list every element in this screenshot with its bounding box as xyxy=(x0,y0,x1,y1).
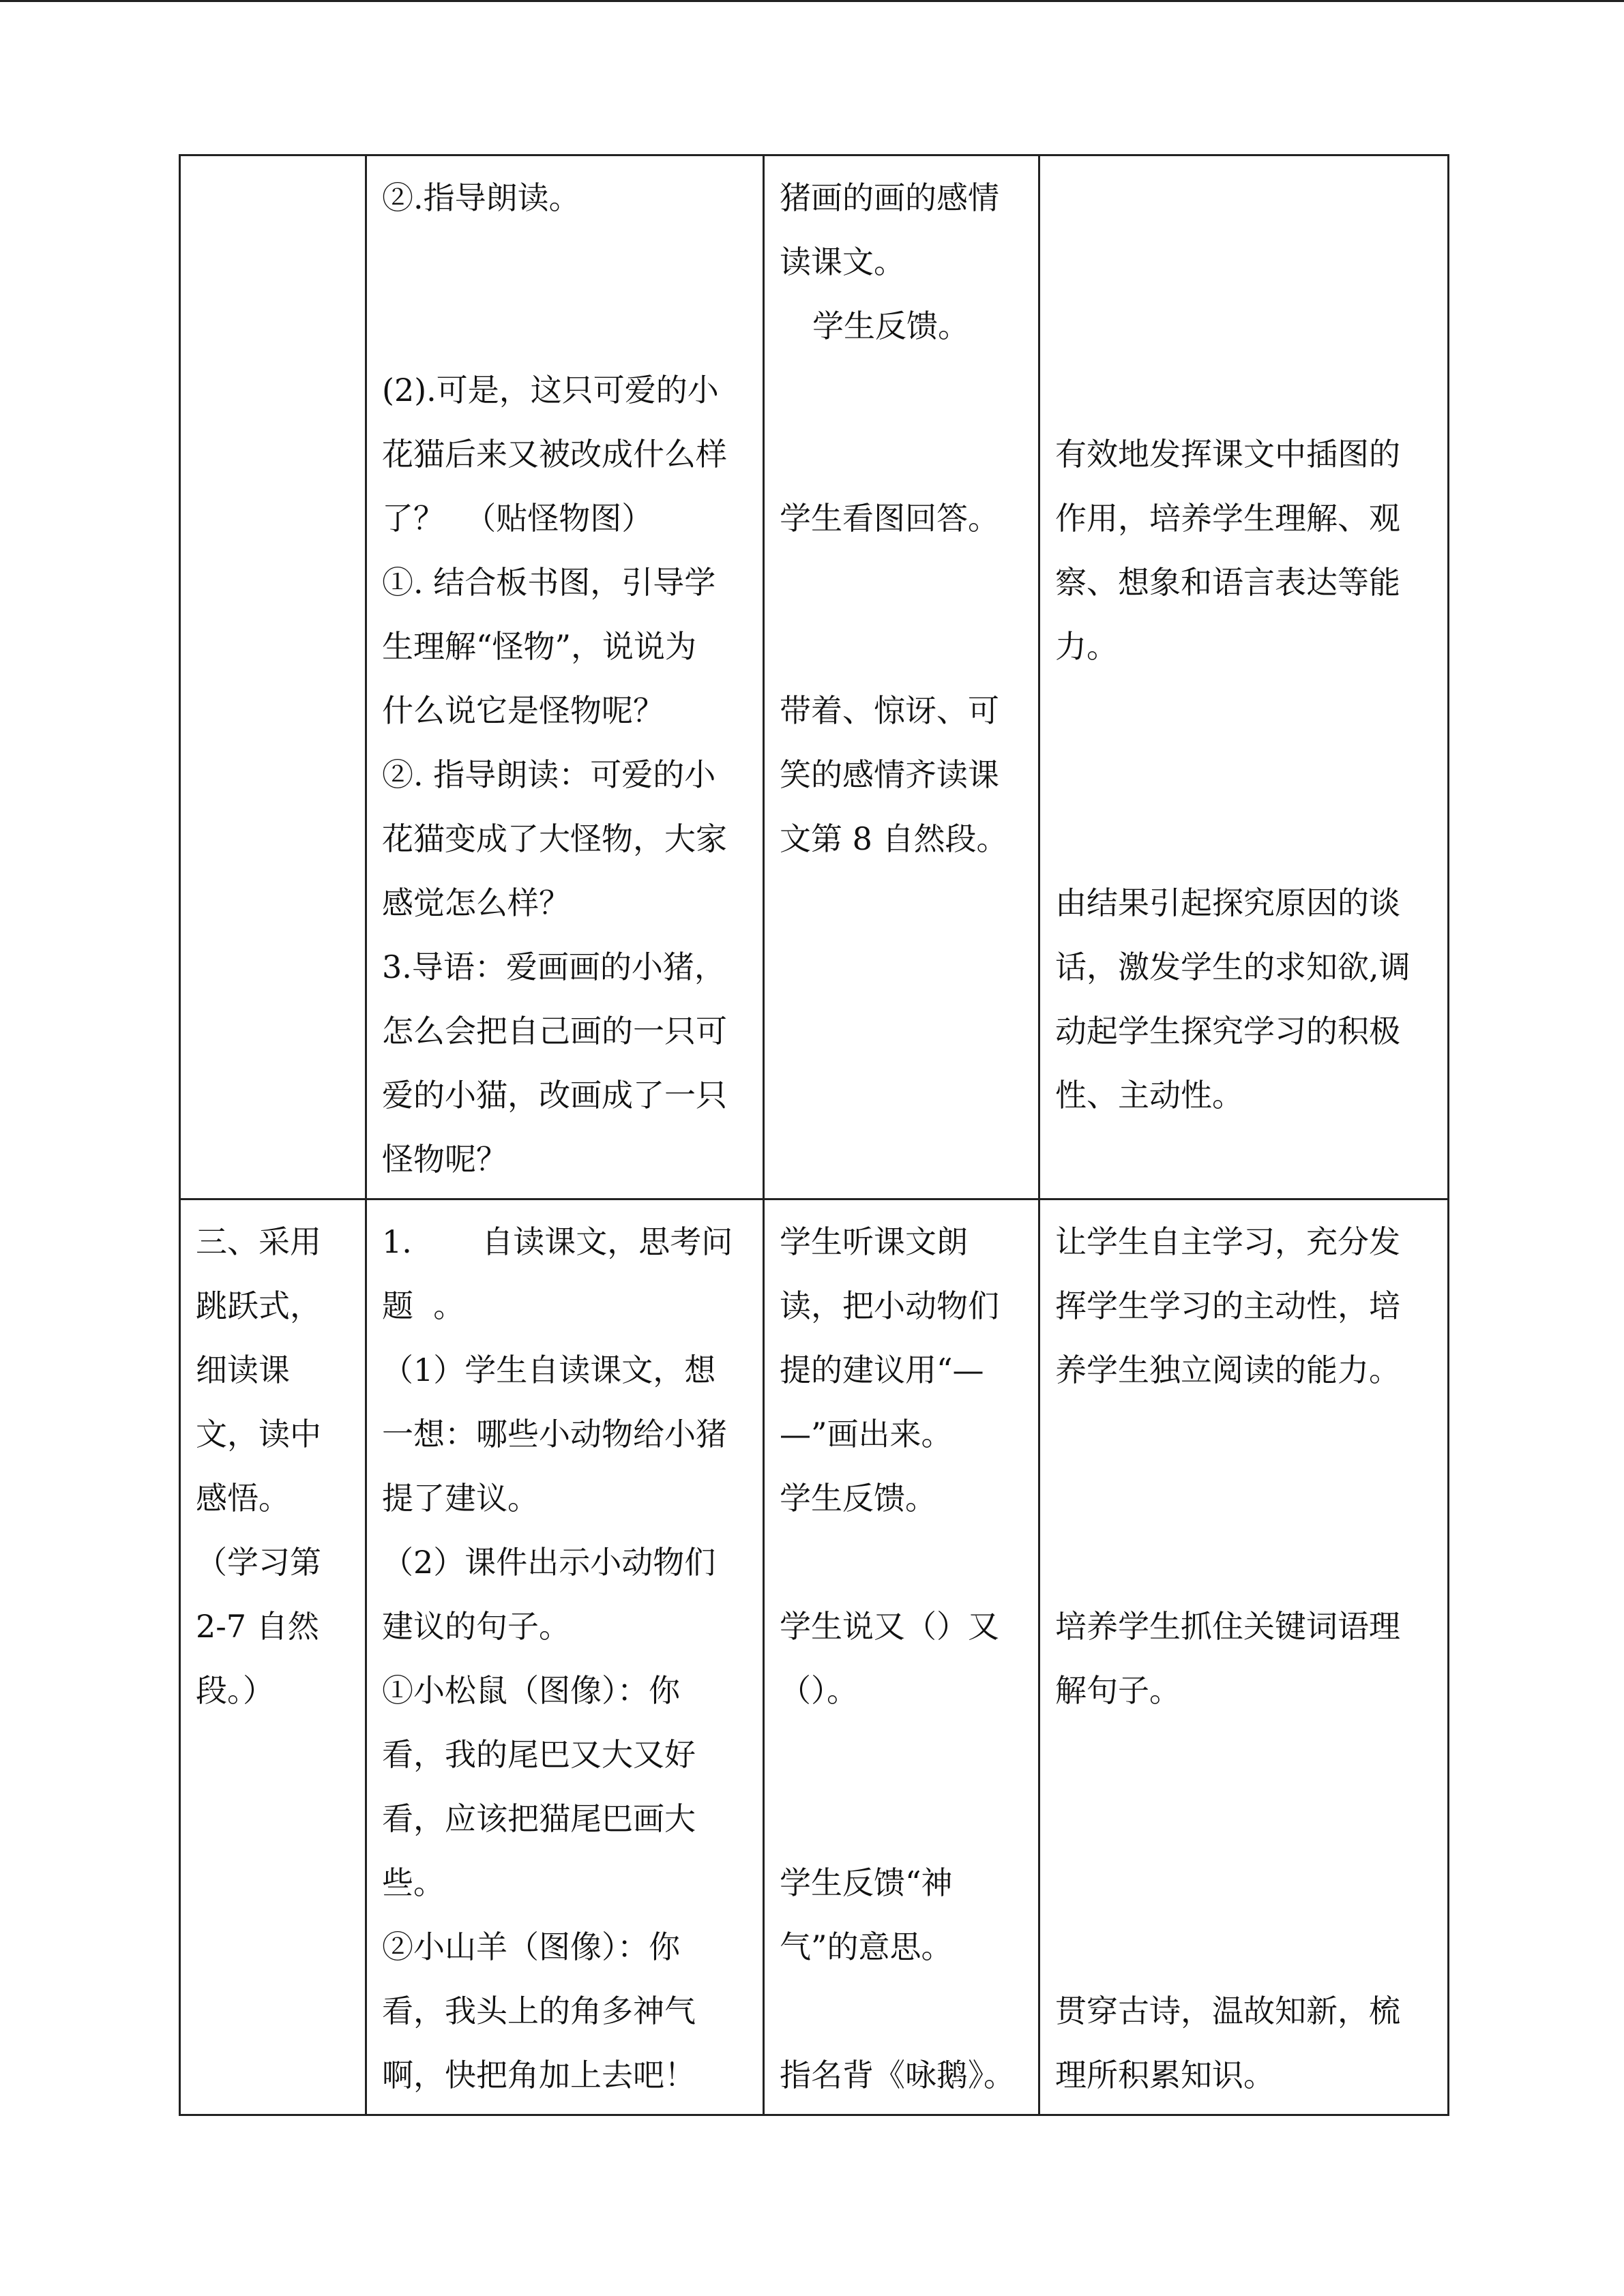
cell-text-line: 学生看图回答。 xyxy=(780,500,999,537)
cell-text-line: 看，我的尾巴又大又好 xyxy=(382,1736,696,1773)
cell-text-line: 啊，快把角加上去吧！ xyxy=(382,2057,696,2093)
cell-text-line: 理所积累知识。 xyxy=(1055,2057,1275,2093)
cell-text-line: 由结果引起探究原因的谈 xyxy=(1055,884,1400,921)
cell-text-line: 培养学生抓住关键词语理 xyxy=(1055,1608,1400,1645)
cell-text-line: 文，读中 xyxy=(196,1416,321,1452)
cell-text-line: 作用，培养学生理解、观 xyxy=(1055,500,1400,537)
cell-text-line: 细读课 xyxy=(196,1352,290,1388)
cell-text-line: 怪物呢？ xyxy=(382,1141,507,1178)
cell-text-line: 指名背《咏鹅》。 xyxy=(780,2057,1015,2093)
table-row xyxy=(180,155,1449,1199)
blank-line xyxy=(1055,679,1434,743)
cell-text-line: 读，把小动物们 xyxy=(780,1287,999,1324)
cell-text-line: 力。 xyxy=(1055,628,1118,665)
cell-text-line: 一想：哪些小动物给小猪 xyxy=(382,1416,727,1452)
cell-text-line: 提了建议。 xyxy=(382,1480,539,1517)
blank-line xyxy=(1055,294,1434,358)
cell-text-line: 有效地发挥课文中插图的 xyxy=(1055,436,1400,473)
cell-text-line: 带着、惊讶、可 xyxy=(780,692,999,729)
cell-text-line: 什么说它是怪物呢？ xyxy=(382,692,664,729)
cell-text-line: ①小松鼠（图像）：你 xyxy=(382,1672,680,1709)
blank-line xyxy=(1055,1723,1434,1787)
cell-text-line: 生理解“怪物”，说说为 xyxy=(382,628,697,665)
blank-line xyxy=(382,230,749,294)
cell-text-line: 学生听课文朗 xyxy=(780,1223,968,1260)
teacher-activity-cell xyxy=(366,1199,764,2115)
cell-text-line: ②. 指导朗读：可爱的小 xyxy=(382,756,716,793)
cell-text-line: 学生反馈。 xyxy=(812,308,969,344)
cell-text-line: 养学生独立阅读的能力。 xyxy=(1055,1352,1400,1388)
cell-text-line: 花猫变成了大怪物，大家 xyxy=(382,820,727,857)
cell-text-line: 了？ （贴怪物图） xyxy=(382,500,653,537)
cell-text-line: 性、主动性。 xyxy=(1055,1077,1243,1114)
cell-text-line: （）。 xyxy=(780,1672,858,1709)
design-intent-cell xyxy=(1039,1199,1449,2115)
blank-line xyxy=(1055,1787,1434,1851)
cell-text-line: 段。） xyxy=(196,1672,274,1709)
blank-line xyxy=(780,422,1024,486)
blank-line xyxy=(1055,1402,1434,1466)
blank-line xyxy=(1055,1466,1434,1530)
blank-line xyxy=(1055,743,1434,807)
cell-text-line: 花猫后来又被改成什么样 xyxy=(382,436,727,473)
cell-text-line: 感悟。 xyxy=(196,1480,290,1517)
cell-text-line: （1）学生自读课文，想 xyxy=(382,1352,716,1388)
blank-line xyxy=(780,614,1024,679)
cell-text-line: 文第 8 自然段。 xyxy=(780,820,1008,857)
cell-text-line: 气”的意思。 xyxy=(780,1928,953,1965)
blank-line xyxy=(780,1530,1024,1594)
blank-line xyxy=(1055,1915,1434,1979)
student-activity-cell xyxy=(764,1199,1039,2115)
cell-text-line: 爱的小猫，改画成了一只 xyxy=(382,1077,727,1114)
blank-line xyxy=(780,1787,1024,1851)
cell-text-line: 贯穿古诗，温故知新，梳 xyxy=(1055,1993,1400,2029)
cell-text-line: 动起学生探究学习的积极 xyxy=(1055,1013,1400,1049)
cell-text-line: （2）课件出示小动物们 xyxy=(382,1544,716,1581)
cell-text-line: 怎么会把自己画的一只可 xyxy=(382,1013,727,1049)
cell-text-line: 跳跃式， xyxy=(196,1287,321,1324)
cell-text-line: 读课文。 xyxy=(780,243,905,280)
cell-text-line: ②小山羊（图像）：你 xyxy=(382,1928,680,1965)
cell-text-line: 学生说又（）又 xyxy=(780,1608,999,1645)
cell-text-line: 三、采用 xyxy=(196,1223,321,1260)
cell-text-line: 看，应该把猫尾巴画大 xyxy=(382,1800,696,1837)
blank-line xyxy=(382,294,749,358)
teacher-activity-cell xyxy=(366,155,764,1199)
cell-text-line: 让学生自主学习，充分发 xyxy=(1055,1223,1400,1260)
blank-line xyxy=(780,1723,1024,1787)
table-row xyxy=(180,1199,1449,2115)
cell-text-line: 些。 xyxy=(382,1864,445,1901)
blank-line xyxy=(1055,807,1434,871)
blank-line xyxy=(780,358,1024,422)
cell-text-line: 学生反馈“神 xyxy=(780,1864,953,1901)
cell-text-line: （学习第 xyxy=(196,1544,321,1581)
cell-text-line: 建议的句子。 xyxy=(382,1608,570,1645)
cell-text-line: ①. 结合板书图，引导学 xyxy=(382,564,716,601)
cell-text-line: 3.导语：爱画画的小猪， xyxy=(382,949,726,985)
cell-text-line: 1. 自读课文，思考问 xyxy=(382,1223,733,1260)
blank-line xyxy=(1055,166,1434,230)
cell-text-line: 2-7 自然 xyxy=(196,1608,319,1645)
blank-line xyxy=(1055,1851,1434,1915)
cell-text-line: 学生反馈。 xyxy=(780,1480,936,1517)
blank-line xyxy=(1055,1530,1434,1594)
cell-text-line: 解句子。 xyxy=(1055,1672,1181,1709)
design-intent-cell xyxy=(1039,155,1449,1199)
student-activity-cell xyxy=(764,155,1039,1199)
blank-line xyxy=(1055,358,1434,422)
cell-text-line: 笑的感情齐读课 xyxy=(780,756,999,793)
cell-text-line: 题 。 xyxy=(382,1287,465,1324)
stage-cell xyxy=(180,155,366,1199)
cell-text-line: 察、想象和语言表达等能 xyxy=(1055,564,1400,601)
cell-text-line: 挥学生学习的主动性，培 xyxy=(1055,1287,1400,1324)
cell-text-line: 感觉怎么样？ xyxy=(382,884,570,921)
cell-text-line: —”画出来。 xyxy=(780,1416,953,1452)
lesson-plan-table xyxy=(179,154,1449,2116)
cell-text-line: 话，激发学生的求知欲,调 xyxy=(1055,949,1411,985)
cell-text-line: 看，我头上的角多神气 xyxy=(382,1993,696,2029)
blank-line xyxy=(1055,230,1434,294)
page-top-border xyxy=(0,0,1624,2)
cell-text-line: ②.指导朗读。 xyxy=(382,179,580,216)
stage-cell xyxy=(180,1199,366,2115)
cell-text-line: 提的建议用“— xyxy=(780,1352,984,1388)
cell-text-line: (2).可是，这只可爱的小 xyxy=(382,372,719,408)
cell-text-line: 猪画的画的感情 xyxy=(780,179,999,216)
blank-line xyxy=(780,1979,1024,2043)
blank-line xyxy=(780,550,1024,614)
